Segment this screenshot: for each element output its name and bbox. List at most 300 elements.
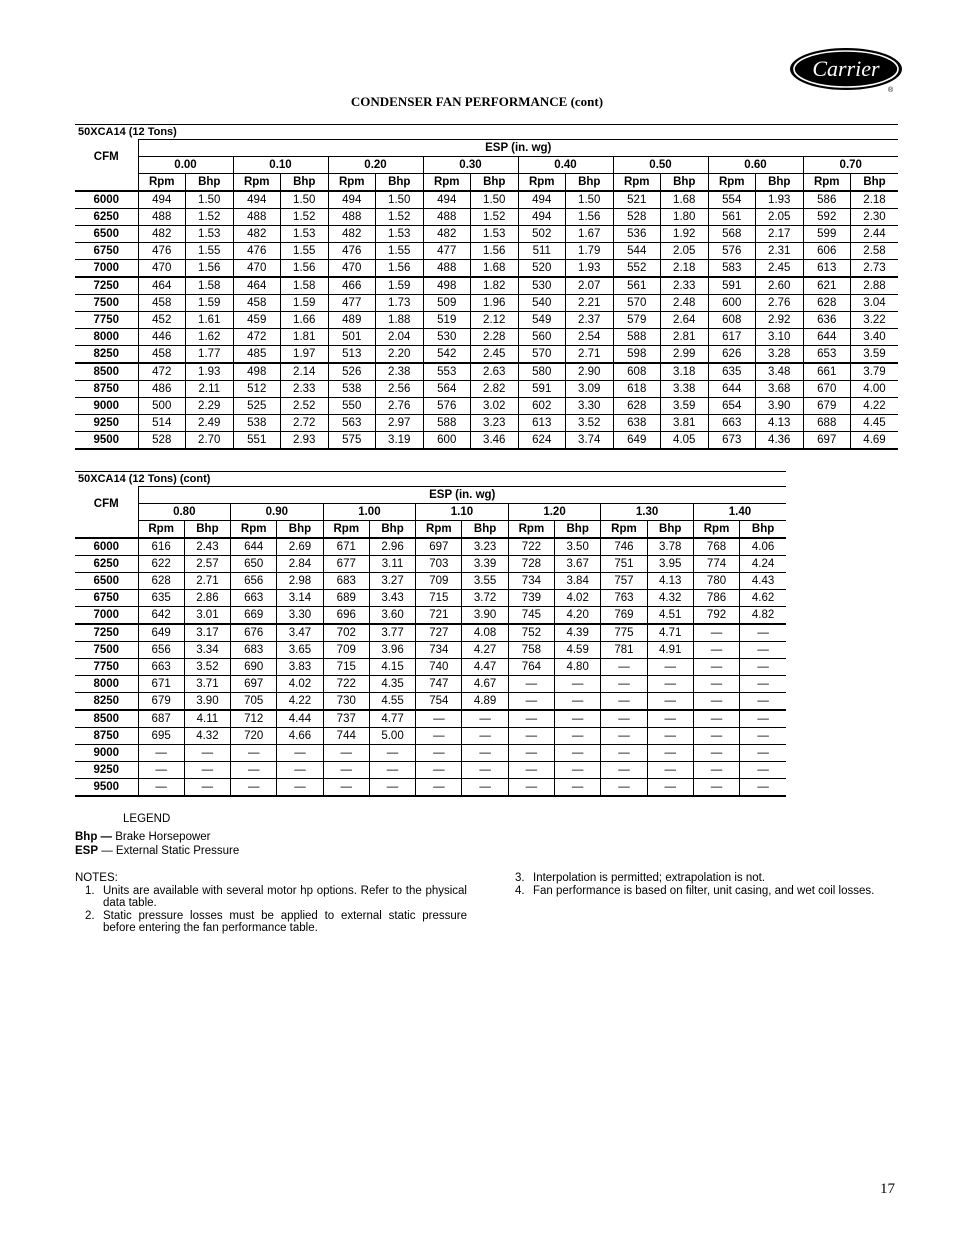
bhp-cell: 2.70: [186, 432, 234, 450]
rpm-cell: 671: [323, 538, 369, 556]
bhp-cell: 1.55: [376, 243, 424, 260]
bhp-cell: 2.58: [851, 243, 899, 260]
bhp-cell: —: [647, 779, 693, 797]
bhp-cell: 3.78: [647, 538, 693, 556]
bhp-header: Bhp: [277, 521, 323, 539]
rpm-cell: 568: [708, 226, 756, 243]
rpm-cell: 644: [231, 538, 277, 556]
brand-text: Carrier: [812, 56, 880, 81]
rpm-cell: 606: [803, 243, 851, 260]
bhp-cell: 2.44: [851, 226, 899, 243]
bhp-cell: 4.32: [647, 590, 693, 607]
bhp-cell: 2.84: [277, 556, 323, 573]
rpm-cell: —: [693, 728, 739, 745]
table-row: [75, 312, 898, 329]
bhp-cell: 4.51: [647, 607, 693, 625]
bhp-cell: 1.52: [186, 209, 234, 226]
bhp-cell: 2.63: [471, 363, 519, 381]
rpm-cell: 638: [613, 415, 661, 432]
rpm-cell: 683: [323, 573, 369, 590]
cfm-cell: 6750: [75, 243, 138, 260]
rpm-cell: 530: [518, 277, 566, 295]
bhp-cell: 1.56: [376, 260, 424, 278]
bhp-cell: 4.44: [277, 710, 323, 728]
rpm-cell: 621: [803, 277, 851, 295]
rpm-cell: 501: [328, 329, 376, 346]
table-row: [75, 710, 786, 728]
rpm-cell: 786: [693, 590, 739, 607]
rpm-cell: 494: [518, 209, 566, 226]
esp-value: 1.40: [693, 504, 786, 521]
bhp-cell: 3.67: [555, 556, 601, 573]
bhp-cell: 4.67: [462, 676, 508, 693]
bhp-cell: 3.34: [184, 642, 230, 659]
bhp-cell: —: [740, 624, 786, 642]
rpm-header: Rpm: [138, 521, 184, 539]
rpm-cell: 512: [233, 381, 281, 398]
cfm-cell: 7500: [75, 642, 138, 659]
rpm-cell: 696: [323, 607, 369, 625]
rpm-cell: 564: [423, 381, 471, 398]
bhp-cell: 1.59: [376, 277, 424, 295]
bhp-cell: —: [462, 710, 508, 728]
table-row: [75, 693, 786, 711]
bhp-cell: 3.95: [647, 556, 693, 573]
legend-item: Bhp — Brake Horsepower: [75, 831, 211, 843]
bhp-cell: 2.57: [184, 556, 230, 573]
bhp-cell: —: [740, 779, 786, 797]
cfm-cell: 7000: [75, 260, 138, 278]
rpm-cell: 544: [613, 243, 661, 260]
bhp-cell: 3.77: [369, 624, 415, 642]
rpm-cell: —: [231, 745, 277, 762]
bhp-cell: 1.80: [661, 209, 709, 226]
cfm-cell: 6250: [75, 209, 138, 226]
table-row: [75, 607, 786, 625]
rpm-cell: 476: [233, 243, 281, 260]
bhp-cell: 3.09: [566, 381, 614, 398]
bhp-header: Bhp: [756, 174, 804, 192]
bhp-cell: 4.13: [756, 415, 804, 432]
bhp-cell: 3.59: [661, 398, 709, 415]
bhp-cell: 4.66: [277, 728, 323, 745]
table-row: [75, 295, 898, 312]
bhp-cell: 2.81: [661, 329, 709, 346]
esp-value: 1.30: [601, 504, 694, 521]
bhp-cell: 1.88: [376, 312, 424, 329]
esp-value: 0.90: [231, 504, 324, 521]
cfm-cell: 8750: [75, 381, 138, 398]
rpm-cell: 622: [138, 556, 184, 573]
cfm-cell: 8750: [75, 728, 138, 745]
bhp-header: Bhp: [851, 174, 899, 192]
rpm-cell: 780: [693, 573, 739, 590]
rpm-cell: 727: [416, 624, 462, 642]
esp-value: 0.80: [138, 504, 231, 521]
esp-value: 1.20: [508, 504, 601, 521]
bhp-cell: 4.22: [851, 398, 899, 415]
bhp-cell: 2.54: [566, 329, 614, 346]
bhp-cell: 2.49: [186, 415, 234, 432]
rpm-cell: 757: [601, 573, 647, 590]
rpm-cell: 583: [708, 260, 756, 278]
esp-value: 0.50: [613, 157, 708, 174]
bhp-cell: 2.18: [661, 260, 709, 278]
bhp-header: Bhp: [661, 174, 709, 192]
bhp-cell: —: [184, 779, 230, 797]
bhp-cell: 3.65: [277, 642, 323, 659]
bhp-cell: 1.58: [281, 277, 329, 295]
rpm-cell: 588: [613, 329, 661, 346]
rpm-cell: 458: [233, 295, 281, 312]
rpm-cell: 525: [233, 398, 281, 415]
bhp-cell: 1.73: [376, 295, 424, 312]
bhp-cell: 2.69: [277, 538, 323, 556]
rpm-cell: 486: [138, 381, 186, 398]
rpm-cell: 498: [423, 277, 471, 295]
rpm-cell: 598: [613, 346, 661, 364]
bhp-cell: 2.31: [756, 243, 804, 260]
rpm-cell: 653: [803, 346, 851, 364]
bhp-cell: 4.24: [740, 556, 786, 573]
table-row: [75, 779, 786, 797]
notes-title: NOTES:: [75, 872, 118, 884]
bhp-header: Bhp: [376, 174, 424, 192]
table-row: [75, 659, 786, 676]
bhp-cell: 2.92: [756, 312, 804, 329]
bhp-cell: 4.69: [851, 432, 899, 450]
bhp-cell: —: [184, 762, 230, 779]
rpm-cell: 602: [518, 398, 566, 415]
rpm-cell: 570: [518, 346, 566, 364]
bhp-cell: 3.47: [277, 624, 323, 642]
rpm-cell: —: [693, 693, 739, 711]
rpm-cell: 663: [138, 659, 184, 676]
note-item: 4. Fan performance is based on filter, unit casing, and wet coil losses.: [515, 884, 875, 897]
rpm-cell: 635: [138, 590, 184, 607]
bhp-cell: 3.27: [369, 573, 415, 590]
bhp-cell: —: [740, 728, 786, 745]
bhp-cell: 4.35: [369, 676, 415, 693]
rpm-cell: 511: [518, 243, 566, 260]
rpm-cell: 769: [601, 607, 647, 625]
rpm-cell: 687: [138, 710, 184, 728]
bhp-cell: 2.76: [376, 398, 424, 415]
bhp-cell: 3.71: [184, 676, 230, 693]
rpm-cell: 482: [423, 226, 471, 243]
bhp-cell: —: [369, 762, 415, 779]
rpm-cell: —: [601, 676, 647, 693]
bhp-cell: 2.90: [566, 363, 614, 381]
bhp-cell: 1.68: [661, 191, 709, 209]
rpm-cell: 746: [601, 538, 647, 556]
table-row: [75, 226, 898, 243]
rpm-cell: 600: [423, 432, 471, 450]
bhp-cell: 2.97: [376, 415, 424, 432]
rpm-cell: 549: [518, 312, 566, 329]
bhp-cell: 1.55: [281, 243, 329, 260]
rpm-cell: 709: [323, 642, 369, 659]
rpm-cell: 792: [693, 607, 739, 625]
cfm-cell: 7250: [75, 277, 138, 295]
bhp-cell: —: [555, 762, 601, 779]
rpm-cell: 628: [803, 295, 851, 312]
table-row: [75, 191, 898, 209]
bhp-cell: 3.60: [369, 607, 415, 625]
rpm-cell: —: [323, 762, 369, 779]
rpm-cell: —: [693, 710, 739, 728]
table-row: [75, 363, 898, 381]
cfm-cell: 8000: [75, 329, 138, 346]
rpm-cell: 722: [323, 676, 369, 693]
bhp-cell: —: [647, 762, 693, 779]
rpm-header: Rpm: [803, 174, 851, 192]
bhp-cell: 2.98: [277, 573, 323, 590]
bhp-cell: 2.29: [186, 398, 234, 415]
rpm-cell: —: [508, 676, 554, 693]
rpm-header: Rpm: [138, 174, 186, 192]
bhp-cell: 2.21: [566, 295, 614, 312]
bhp-cell: 2.96: [369, 538, 415, 556]
rpm-cell: —: [508, 762, 554, 779]
rpm-cell: 656: [231, 573, 277, 590]
bhp-cell: 1.56: [566, 209, 614, 226]
rpm-cell: 488: [138, 209, 186, 226]
rpm-cell: 679: [138, 693, 184, 711]
bhp-cell: 2.33: [661, 277, 709, 295]
rpm-cell: 550: [328, 398, 376, 415]
rpm-cell: 561: [708, 209, 756, 226]
bhp-cell: 2.18: [851, 191, 899, 209]
note-item: 1. Units are available with several motor hp options. Refer to the physical data table.: [85, 884, 467, 909]
bhp-cell: —: [462, 745, 508, 762]
rpm-cell: 649: [138, 624, 184, 642]
rpm-cell: —: [601, 745, 647, 762]
bhp-cell: —: [462, 779, 508, 797]
rpm-cell: —: [693, 745, 739, 762]
bhp-cell: 3.68: [756, 381, 804, 398]
rpm-cell: 509: [423, 295, 471, 312]
cfm-cell: 8250: [75, 346, 138, 364]
rpm-cell: 709: [416, 573, 462, 590]
bhp-cell: —: [740, 745, 786, 762]
rpm-cell: —: [508, 779, 554, 797]
table-row: [75, 573, 786, 590]
rpm-cell: 734: [416, 642, 462, 659]
bhp-cell: —: [647, 745, 693, 762]
rpm-cell: —: [693, 642, 739, 659]
rpm-cell: 768: [693, 538, 739, 556]
bhp-cell: —: [555, 779, 601, 797]
rpm-cell: 703: [416, 556, 462, 573]
registered-mark: ®: [888, 87, 894, 94]
bhp-cell: 4.77: [369, 710, 415, 728]
bhp-cell: 3.04: [851, 295, 899, 312]
bhp-cell: 4.32: [184, 728, 230, 745]
rpm-cell: 618: [613, 381, 661, 398]
bhp-cell: 1.50: [376, 191, 424, 209]
cfm-cell: 7500: [75, 295, 138, 312]
rpm-header: Rpm: [613, 174, 661, 192]
esp-value: 0.70: [803, 157, 898, 174]
bhp-cell: 3.52: [184, 659, 230, 676]
rpm-cell: 616: [138, 538, 184, 556]
rpm-cell: 744: [323, 728, 369, 745]
rpm-cell: 482: [233, 226, 281, 243]
esp-value: 0.40: [518, 157, 613, 174]
rpm-cell: 586: [803, 191, 851, 209]
bhp-header: Bhp: [740, 521, 786, 539]
rpm-header: Rpm: [601, 521, 647, 539]
bhp-cell: 4.05: [661, 432, 709, 450]
rpm-cell: 730: [323, 693, 369, 711]
bhp-cell: 2.82: [471, 381, 519, 398]
bhp-cell: —: [647, 676, 693, 693]
bhp-cell: 4.27: [462, 642, 508, 659]
rpm-cell: 494: [233, 191, 281, 209]
bhp-cell: 2.64: [661, 312, 709, 329]
bhp-cell: 3.23: [471, 415, 519, 432]
bhp-cell: 1.59: [186, 295, 234, 312]
legend-item: ESP — External Static Pressure: [75, 845, 240, 857]
rpm-cell: —: [138, 779, 184, 797]
bhp-cell: 4.13: [647, 573, 693, 590]
bhp-cell: 1.77: [186, 346, 234, 364]
bhp-cell: —: [740, 710, 786, 728]
rpm-cell: 520: [518, 260, 566, 278]
bhp-cell: 1.52: [471, 209, 519, 226]
bhp-cell: 4.06: [740, 538, 786, 556]
rpm-cell: 482: [138, 226, 186, 243]
bhp-header: Bhp: [647, 521, 693, 539]
rpm-header: Rpm: [423, 174, 471, 192]
bhp-cell: 3.46: [471, 432, 519, 450]
bhp-cell: 3.96: [369, 642, 415, 659]
bhp-cell: 3.48: [756, 363, 804, 381]
rpm-cell: 702: [323, 624, 369, 642]
rpm-cell: 654: [708, 398, 756, 415]
bhp-cell: 1.56: [281, 260, 329, 278]
bhp-cell: 2.04: [376, 329, 424, 346]
rpm-cell: —: [416, 779, 462, 797]
rpm-cell: 592: [803, 209, 851, 226]
rpm-cell: 722: [508, 538, 554, 556]
rpm-cell: 763: [601, 590, 647, 607]
rpm-cell: 536: [613, 226, 661, 243]
cfm-cell: 9250: [75, 415, 138, 432]
bhp-cell: —: [647, 659, 693, 676]
rpm-cell: 745: [508, 607, 554, 625]
bhp-cell: 1.53: [376, 226, 424, 243]
bhp-cell: 1.50: [471, 191, 519, 209]
rpm-cell: 464: [138, 277, 186, 295]
rpm-cell: —: [138, 745, 184, 762]
rpm-cell: —: [323, 745, 369, 762]
bhp-cell: 3.55: [462, 573, 508, 590]
bhp-cell: 2.20: [376, 346, 424, 364]
rpm-header: Rpm: [231, 521, 277, 539]
rpm-header: Rpm: [328, 174, 376, 192]
cfm-cell: 7750: [75, 312, 138, 329]
bhp-cell: 1.96: [471, 295, 519, 312]
rpm-cell: —: [508, 728, 554, 745]
rpm-cell: 477: [423, 243, 471, 260]
bhp-cell: —: [369, 779, 415, 797]
bhp-cell: 3.22: [851, 312, 899, 329]
bhp-cell: 2.88: [851, 277, 899, 295]
bhp-cell: 4.62: [740, 590, 786, 607]
rpm-cell: 472: [138, 363, 186, 381]
rpm-cell: 458: [138, 346, 186, 364]
bhp-cell: 3.84: [555, 573, 601, 590]
bhp-cell: —: [369, 745, 415, 762]
bhp-cell: 1.81: [281, 329, 329, 346]
cfm-cell: 8000: [75, 676, 138, 693]
rpm-cell: 591: [708, 277, 756, 295]
bhp-cell: 4.89: [462, 693, 508, 711]
rpm-cell: 751: [601, 556, 647, 573]
bhp-cell: 2.48: [661, 295, 709, 312]
rpm-cell: 470: [233, 260, 281, 278]
rpm-cell: —: [416, 762, 462, 779]
bhp-cell: 3.74: [566, 432, 614, 450]
rpm-cell: —: [601, 779, 647, 797]
bhp-header: Bhp: [555, 521, 601, 539]
rpm-cell: 472: [233, 329, 281, 346]
table-row: [75, 642, 786, 659]
rpm-cell: 715: [323, 659, 369, 676]
rpm-cell: —: [231, 762, 277, 779]
rpm-cell: 575: [328, 432, 376, 450]
page-number: 17: [880, 1181, 895, 1197]
bhp-cell: 3.17: [184, 624, 230, 642]
rpm-cell: 553: [423, 363, 471, 381]
blank-cell: [75, 174, 138, 192]
rpm-header: Rpm: [693, 521, 739, 539]
bhp-cell: 2.37: [566, 312, 614, 329]
table-row: [75, 676, 786, 693]
rpm-cell: 488: [423, 260, 471, 278]
bhp-cell: 3.11: [369, 556, 415, 573]
page-title: CONDENSER FAN PERFORMANCE (cont): [350, 94, 604, 109]
rpm-cell: 697: [231, 676, 277, 693]
rpm-cell: 470: [328, 260, 376, 278]
bhp-cell: 3.52: [566, 415, 614, 432]
rpm-cell: 608: [613, 363, 661, 381]
rpm-cell: —: [693, 779, 739, 797]
bhp-cell: 2.76: [756, 295, 804, 312]
cfm-cell: 9250: [75, 762, 138, 779]
table-row: [75, 398, 898, 415]
bhp-cell: 2.11: [186, 381, 234, 398]
bhp-cell: 1.59: [281, 295, 329, 312]
bhp-cell: 4.47: [462, 659, 508, 676]
rpm-cell: 476: [138, 243, 186, 260]
table-row: [75, 556, 786, 573]
bhp-cell: 1.97: [281, 346, 329, 364]
bhp-cell: —: [462, 762, 508, 779]
rpm-cell: 695: [138, 728, 184, 745]
rpm-cell: 576: [423, 398, 471, 415]
rpm-cell: 628: [613, 398, 661, 415]
bhp-cell: 2.86: [184, 590, 230, 607]
rpm-cell: —: [601, 659, 647, 676]
fan-table-1: [75, 124, 898, 450]
rpm-cell: 739: [508, 590, 554, 607]
bhp-cell: 3.38: [661, 381, 709, 398]
rpm-header: Rpm: [233, 174, 281, 192]
rpm-cell: 747: [416, 676, 462, 693]
